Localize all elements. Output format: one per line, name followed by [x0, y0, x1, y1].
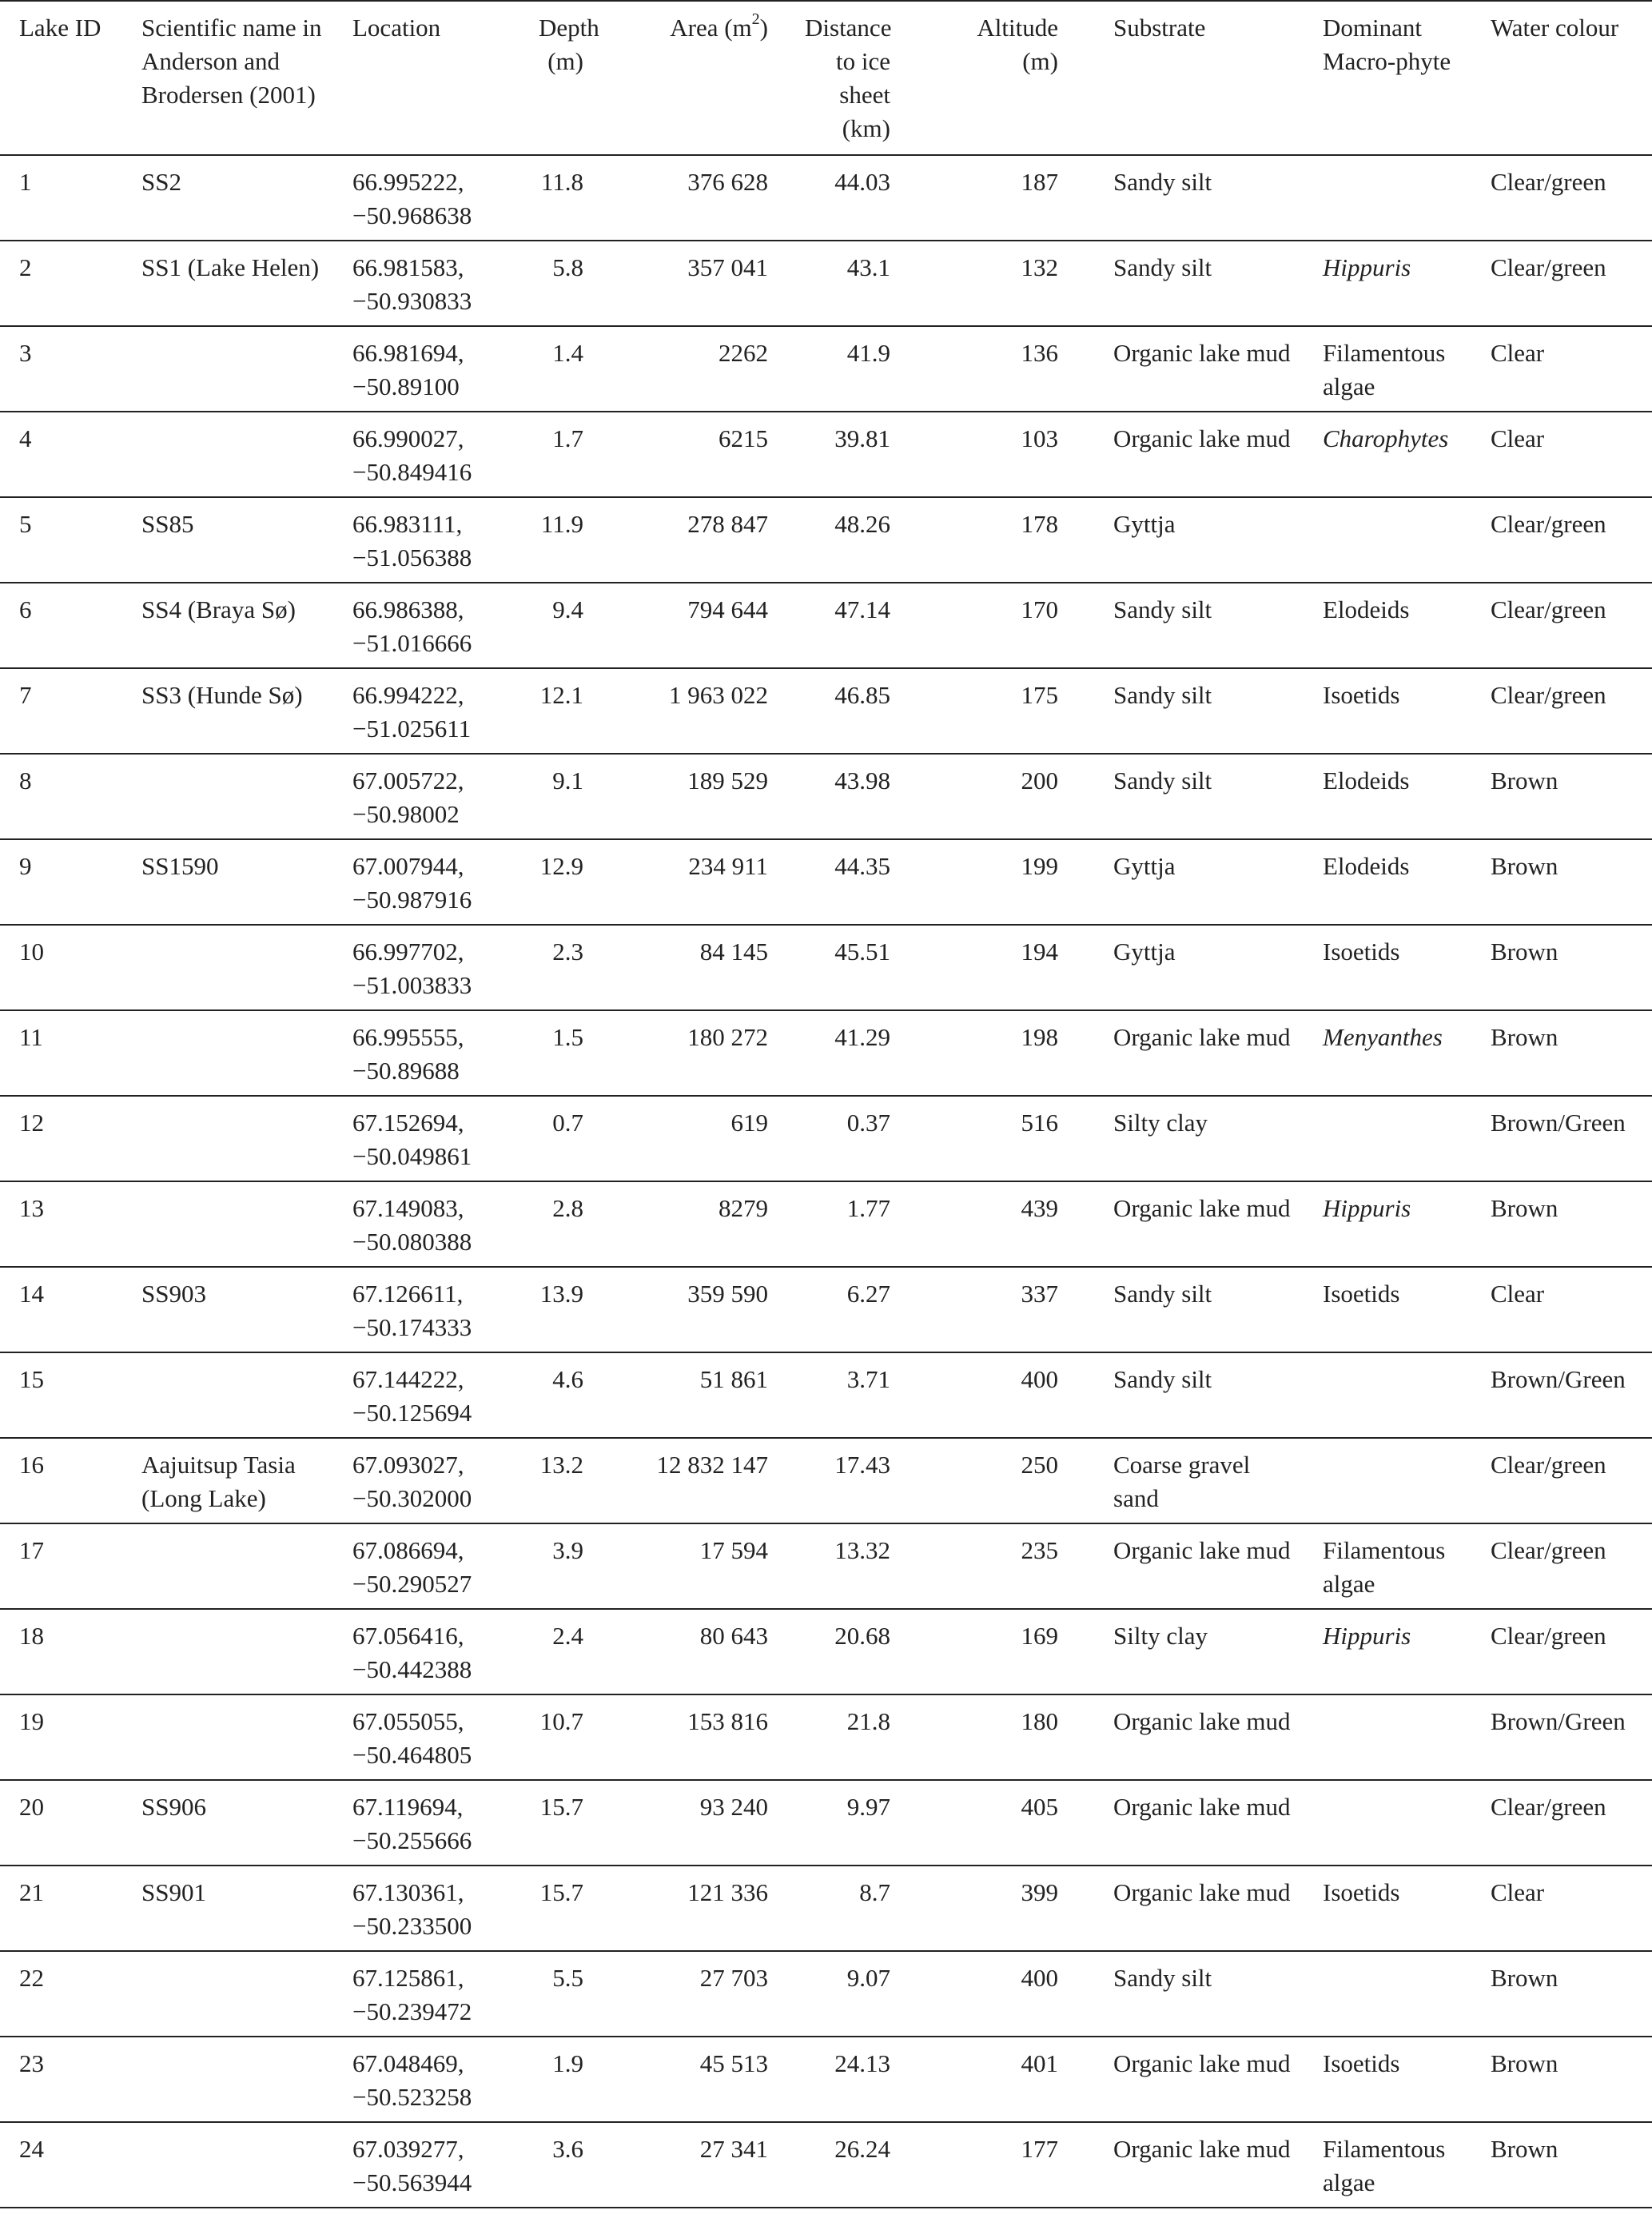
cell-lake-id: 3 [0, 326, 122, 412]
cell-distance: 13.32 [786, 1523, 926, 1609]
cell-scientific-name [122, 326, 333, 412]
cell-altitude: 136 [926, 326, 1094, 412]
cell-water-colour: Clear/green [1471, 497, 1652, 583]
cell-scientific-name: SS1 (Lake Helen) [122, 241, 333, 326]
header-location: Location [333, 1, 519, 155]
cell-area: 376 628 [619, 155, 786, 241]
cell-macrophyte [1304, 155, 1471, 241]
header-substrate: Substrate [1094, 1, 1304, 155]
cell-location: 67.125861, −50.239472 [333, 1951, 519, 2037]
cell-water-colour: Brown [1471, 1181, 1652, 1267]
cell-macrophyte: Filamentous algae [1304, 326, 1471, 412]
cell-area: 8279 [619, 1181, 786, 1267]
cell-water-colour: Brown [1471, 754, 1652, 839]
cell-distance: 8.7 [786, 1866, 926, 1951]
cell-lake-id: 11 [0, 1010, 122, 1096]
cell-substrate: Gyttja [1094, 839, 1304, 925]
cell-location: 66.997702, −51.003833 [333, 925, 519, 1010]
cell-scientific-name [122, 1352, 333, 1438]
cell-location: 66.990027, −50.849416 [333, 412, 519, 497]
cell-lake-id: 22 [0, 1951, 122, 2037]
cell-lake-id: 7 [0, 668, 122, 754]
cell-scientific-name: SS2 [122, 155, 333, 241]
cell-location: 67.055055, −50.464805 [333, 1694, 519, 1780]
cell-distance: 45.51 [786, 925, 926, 1010]
cell-scientific-name: Aajuitsup Tasia (Long Lake) [122, 1438, 333, 1523]
cell-macrophyte [1304, 1780, 1471, 1866]
cell-distance: 48.26 [786, 497, 926, 583]
cell-substrate: Sandy silt [1094, 1951, 1304, 2037]
cell-water-colour: Brown [1471, 2122, 1652, 2208]
cell-distance: 24.13 [786, 2037, 926, 2122]
cell-location: 66.981694, −50.89100 [333, 326, 519, 412]
header-water-colour: Water colour [1471, 1, 1652, 155]
cell-scientific-name: SS1590 [122, 839, 333, 925]
cell-water-colour: Clear/green [1471, 1438, 1652, 1523]
cell-location: 66.981583, −50.930833 [333, 241, 519, 326]
cell-water-colour: Brown [1471, 1951, 1652, 2037]
cell-lake-id: 15 [0, 1352, 122, 1438]
cell-location: 67.126611, −50.174333 [333, 1267, 519, 1352]
cell-scientific-name: SS3 (Hunde Sø) [122, 668, 333, 754]
cell-water-colour: Brown/Green [1471, 1352, 1652, 1438]
cell-altitude: 400 [926, 1352, 1094, 1438]
cell-substrate: Organic lake mud [1094, 326, 1304, 412]
cell-altitude: 187 [926, 155, 1094, 241]
cell-lake-id: 24 [0, 2122, 122, 2208]
cell-altitude: 400 [926, 1951, 1094, 2037]
cell-altitude: 405 [926, 1780, 1094, 1866]
cell-macrophyte: Filamentous algae [1304, 1523, 1471, 1609]
cell-altitude: 132 [926, 241, 1094, 326]
cell-macrophyte: Isoetids [1304, 668, 1471, 754]
cell-location: 67.152694, −50.049861 [333, 1096, 519, 1181]
cell-scientific-name [122, 1523, 333, 1609]
cell-lake-id: 9 [0, 839, 122, 925]
cell-distance: 9.07 [786, 1951, 926, 2037]
table-row [0, 1096, 1652, 1181]
cell-scientific-name: SS901 [122, 1866, 333, 1951]
cell-distance: 1.77 [786, 1181, 926, 1267]
cell-location: 67.039277, −50.563944 [333, 2122, 519, 2208]
cell-depth: 1.9 [519, 2037, 619, 2122]
cell-depth: 5.5 [519, 1951, 619, 2037]
cell-area: 80 643 [619, 1609, 786, 1694]
header-area-sup: 2 [751, 10, 760, 28]
cell-scientific-name [122, 1951, 333, 2037]
cell-area: 619 [619, 1096, 786, 1181]
cell-depth: 2.4 [519, 1609, 619, 1694]
cell-water-colour: Clear [1471, 412, 1652, 497]
cell-location: 67.093027, −50.302000 [333, 1438, 519, 1523]
cell-water-colour: Brown/Green [1471, 1694, 1652, 1780]
cell-area: 234 911 [619, 839, 786, 925]
cell-macrophyte: Elodeids [1304, 839, 1471, 925]
cell-lake-id: 8 [0, 754, 122, 839]
cell-substrate: Organic lake mud [1094, 412, 1304, 497]
cell-substrate: Coarse gravel sand [1094, 1438, 1304, 1523]
cell-area: 17 594 [619, 1523, 786, 1609]
table-row [0, 1951, 1652, 2037]
cell-macrophyte [1304, 1096, 1471, 1181]
cell-macrophyte: Hippuris [1304, 1181, 1471, 1267]
cell-depth: 11.9 [519, 497, 619, 583]
cell-substrate: Organic lake mud [1094, 2122, 1304, 2208]
table-row [0, 583, 1652, 668]
cell-area: 2262 [619, 326, 786, 412]
cell-macrophyte [1304, 497, 1471, 583]
cell-lake-id: 4 [0, 412, 122, 497]
cell-area: 359 590 [619, 1267, 786, 1352]
cell-scientific-name [122, 2122, 333, 2208]
header-depth: Depth (m) [519, 1, 619, 155]
cell-area: 180 272 [619, 1010, 786, 1096]
cell-distance: 9.97 [786, 1780, 926, 1866]
cell-distance: 43.98 [786, 754, 926, 839]
cell-distance: 0.37 [786, 1096, 926, 1181]
cell-depth: 12.1 [519, 668, 619, 754]
cell-area: 189 529 [619, 754, 786, 839]
cell-substrate: Organic lake mud [1094, 1780, 1304, 1866]
cell-substrate: Sandy silt [1094, 1267, 1304, 1352]
cell-location: 67.130361, −50.233500 [333, 1866, 519, 1951]
cell-distance: 17.43 [786, 1438, 926, 1523]
cell-location: 67.144222, −50.125694 [333, 1352, 519, 1438]
cell-altitude: 200 [926, 754, 1094, 839]
cell-altitude: 337 [926, 1267, 1094, 1352]
table-row [0, 1780, 1652, 1866]
cell-altitude: 401 [926, 2037, 1094, 2122]
cell-water-colour: Clear [1471, 326, 1652, 412]
cell-scientific-name: SS906 [122, 1780, 333, 1866]
table-row [0, 1352, 1652, 1438]
header-area-suffix: ) [759, 14, 768, 42]
cell-macrophyte: Filamentous algae [1304, 2122, 1471, 2208]
cell-depth: 9.4 [519, 583, 619, 668]
cell-depth: 15.7 [519, 1866, 619, 1951]
cell-area: 6215 [619, 412, 786, 497]
cell-scientific-name [122, 1609, 333, 1694]
cell-location: 67.149083, −50.080388 [333, 1181, 519, 1267]
cell-altitude: 194 [926, 925, 1094, 1010]
cell-altitude: 439 [926, 1181, 1094, 1267]
cell-area: 357 041 [619, 241, 786, 326]
cell-substrate: Organic lake mud [1094, 1010, 1304, 1096]
header-distance: Distance to ice sheet (km) [786, 1, 926, 155]
table-row [0, 241, 1652, 326]
cell-area: 794 644 [619, 583, 786, 668]
cell-location: 67.086694, −50.290527 [333, 1523, 519, 1609]
cell-substrate: Organic lake mud [1094, 1181, 1304, 1267]
cell-altitude: 103 [926, 412, 1094, 497]
cell-altitude: 198 [926, 1010, 1094, 1096]
cell-water-colour: Clear [1471, 1267, 1652, 1352]
cell-depth: 11.8 [519, 155, 619, 241]
cell-lake-id: 17 [0, 1523, 122, 1609]
cell-scientific-name: SS85 [122, 497, 333, 583]
cell-substrate: Organic lake mud [1094, 1523, 1304, 1609]
cell-substrate: Sandy silt [1094, 1352, 1304, 1438]
cell-area: 51 861 [619, 1352, 786, 1438]
cell-area: 153 816 [619, 1694, 786, 1780]
cell-macrophyte: Isoetids [1304, 925, 1471, 1010]
table-row [0, 412, 1652, 497]
cell-distance: 43.1 [786, 241, 926, 326]
cell-substrate: Sandy silt [1094, 241, 1304, 326]
cell-lake-id: 16 [0, 1438, 122, 1523]
cell-water-colour: Brown [1471, 925, 1652, 1010]
cell-substrate: Sandy silt [1094, 583, 1304, 668]
cell-substrate: Organic lake mud [1094, 2037, 1304, 2122]
cell-altitude: 399 [926, 1866, 1094, 1951]
table-row [0, 1438, 1652, 1523]
cell-location: 67.048469, −50.523258 [333, 2037, 519, 2122]
cell-depth: 2.8 [519, 1181, 619, 1267]
cell-macrophyte: Isoetids [1304, 1866, 1471, 1951]
header-area-prefix: Area (m [670, 14, 752, 42]
cell-distance: 41.29 [786, 1010, 926, 1096]
cell-lake-id: 1 [0, 155, 122, 241]
table-row [0, 668, 1652, 754]
cell-lake-id: 2 [0, 241, 122, 326]
cell-location: 66.986388, −51.016666 [333, 583, 519, 668]
table-row [0, 2122, 1652, 2208]
cell-area: 27 341 [619, 2122, 786, 2208]
cell-macrophyte [1304, 1951, 1471, 2037]
cell-location: 67.005722, −50.98002 [333, 754, 519, 839]
cell-macrophyte: Charophytes [1304, 412, 1471, 497]
cell-altitude: 180 [926, 1694, 1094, 1780]
cell-scientific-name [122, 1096, 333, 1181]
cell-lake-id: 23 [0, 2037, 122, 2122]
cell-scientific-name [122, 2037, 333, 2122]
cell-water-colour: Clear/green [1471, 583, 1652, 668]
table-body [0, 155, 1652, 2208]
table-row [0, 1010, 1652, 1096]
table-row [0, 754, 1652, 839]
cell-substrate: Gyttja [1094, 497, 1304, 583]
table-row [0, 1609, 1652, 1694]
cell-lake-id: 18 [0, 1609, 122, 1694]
header-area [619, 1, 786, 155]
cell-water-colour: Brown [1471, 2037, 1652, 2122]
cell-distance: 47.14 [786, 583, 926, 668]
cell-distance: 20.68 [786, 1609, 926, 1694]
cell-scientific-name: SS4 (Braya Sø) [122, 583, 333, 668]
table-row [0, 1267, 1652, 1352]
cell-distance: 44.03 [786, 155, 926, 241]
cell-lake-id: 13 [0, 1181, 122, 1267]
table-row [0, 839, 1652, 925]
cell-depth: 5.8 [519, 241, 619, 326]
cell-scientific-name [122, 412, 333, 497]
cell-macrophyte [1304, 1352, 1471, 1438]
cell-water-colour: Clear/green [1471, 1523, 1652, 1609]
cell-lake-id: 14 [0, 1267, 122, 1352]
cell-scientific-name [122, 1010, 333, 1096]
cell-depth: 13.2 [519, 1438, 619, 1523]
cell-area: 278 847 [619, 497, 786, 583]
table-row [0, 2037, 1652, 2122]
cell-water-colour: Brown [1471, 839, 1652, 925]
cell-depth: 13.9 [519, 1267, 619, 1352]
cell-location: 66.994222, −51.025611 [333, 668, 519, 754]
cell-substrate: Silty clay [1094, 1096, 1304, 1181]
cell-macrophyte: Elodeids [1304, 583, 1471, 668]
cell-distance: 6.27 [786, 1267, 926, 1352]
cell-altitude: 169 [926, 1609, 1094, 1694]
cell-location: 66.995222, −50.968638 [333, 155, 519, 241]
cell-water-colour: Clear/green [1471, 1609, 1652, 1694]
header-altitude: Altitude (m) [926, 1, 1094, 155]
cell-location: 66.983111, −51.056388 [333, 497, 519, 583]
cell-area: 12 832 147 [619, 1438, 786, 1523]
cell-depth: 10.7 [519, 1694, 619, 1780]
cell-substrate: Organic lake mud [1094, 1694, 1304, 1780]
cell-lake-id: 20 [0, 1780, 122, 1866]
cell-depth: 15.7 [519, 1780, 619, 1866]
cell-macrophyte [1304, 1694, 1471, 1780]
table-row [0, 1866, 1652, 1951]
cell-depth: 3.6 [519, 2122, 619, 2208]
cell-water-colour: Clear/green [1471, 155, 1652, 241]
cell-area: 93 240 [619, 1780, 786, 1866]
cell-substrate: Gyttja [1094, 925, 1304, 1010]
cell-water-colour: Clear/green [1471, 1780, 1652, 1866]
table-row [0, 326, 1652, 412]
cell-area: 1 963 022 [619, 668, 786, 754]
cell-distance: 3.71 [786, 1352, 926, 1438]
cell-location: 67.119694, −50.255666 [333, 1780, 519, 1866]
cell-altitude: 177 [926, 2122, 1094, 2208]
cell-substrate: Sandy silt [1094, 155, 1304, 241]
cell-area: 45 513 [619, 2037, 786, 2122]
cell-distance: 41.9 [786, 326, 926, 412]
cell-depth: 2.3 [519, 925, 619, 1010]
table-row [0, 155, 1652, 241]
cell-water-colour: Clear/green [1471, 668, 1652, 754]
cell-substrate: Organic lake mud [1094, 1866, 1304, 1951]
cell-depth: 12.9 [519, 839, 619, 925]
cell-altitude: 175 [926, 668, 1094, 754]
cell-altitude: 235 [926, 1523, 1094, 1609]
header-lake-id: Lake ID [0, 1, 122, 155]
cell-lake-id: 10 [0, 925, 122, 1010]
cell-altitude: 170 [926, 583, 1094, 668]
header-row [0, 1, 1652, 155]
cell-macrophyte: Isoetids [1304, 2037, 1471, 2122]
cell-distance: 44.35 [786, 839, 926, 925]
cell-scientific-name [122, 1181, 333, 1267]
cell-distance: 39.81 [786, 412, 926, 497]
cell-distance: 21.8 [786, 1694, 926, 1780]
cell-water-colour: Clear [1471, 1866, 1652, 1951]
cell-depth: 9.1 [519, 754, 619, 839]
cell-lake-id: 21 [0, 1866, 122, 1951]
cell-area: 84 145 [619, 925, 786, 1010]
cell-macrophyte: Menyanthes [1304, 1010, 1471, 1096]
cell-macrophyte: Hippuris [1304, 241, 1471, 326]
cell-location: 66.995555, −50.89688 [333, 1010, 519, 1096]
cell-location: 67.056416, −50.442388 [333, 1609, 519, 1694]
cell-altitude: 178 [926, 497, 1094, 583]
header-macrophyte: Dominant Macro-phyte [1304, 1, 1471, 155]
table-row [0, 497, 1652, 583]
header-scientific-name: Scientific name in Anderson and Brodersen (2001) [122, 1, 333, 155]
cell-macrophyte: Isoetids [1304, 1267, 1471, 1352]
cell-macrophyte: Hippuris [1304, 1609, 1471, 1694]
cell-scientific-name [122, 1694, 333, 1780]
cell-macrophyte [1304, 1438, 1471, 1523]
cell-macrophyte: Elodeids [1304, 754, 1471, 839]
cell-area: 121 336 [619, 1866, 786, 1951]
cell-depth: 0.7 [519, 1096, 619, 1181]
table-row [0, 925, 1652, 1010]
cell-altitude: 199 [926, 839, 1094, 925]
cell-water-colour: Brown/Green [1471, 1096, 1652, 1181]
cell-lake-id: 19 [0, 1694, 122, 1780]
cell-water-colour: Brown [1471, 1010, 1652, 1096]
table-row [0, 1181, 1652, 1267]
cell-substrate: Silty clay [1094, 1609, 1304, 1694]
cell-distance: 46.85 [786, 668, 926, 754]
cell-scientific-name [122, 754, 333, 839]
cell-distance: 26.24 [786, 2122, 926, 2208]
table-row [0, 1694, 1652, 1780]
table-row [0, 1523, 1652, 1609]
cell-water-colour: Clear/green [1471, 241, 1652, 326]
cell-substrate: Sandy silt [1094, 668, 1304, 754]
cell-location: 67.007944, −50.987916 [333, 839, 519, 925]
cell-substrate: Sandy silt [1094, 754, 1304, 839]
cell-scientific-name [122, 925, 333, 1010]
cell-scientific-name: SS903 [122, 1267, 333, 1352]
cell-depth: 1.7 [519, 412, 619, 497]
cell-depth: 4.6 [519, 1352, 619, 1438]
cell-altitude: 516 [926, 1096, 1094, 1181]
cell-altitude: 250 [926, 1438, 1094, 1523]
cell-lake-id: 5 [0, 497, 122, 583]
cell-area: 27 703 [619, 1951, 786, 2037]
cell-lake-id: 6 [0, 583, 122, 668]
cell-depth: 1.5 [519, 1010, 619, 1096]
cell-depth: 1.4 [519, 326, 619, 412]
cell-lake-id: 12 [0, 1096, 122, 1181]
cell-depth: 3.9 [519, 1523, 619, 1609]
